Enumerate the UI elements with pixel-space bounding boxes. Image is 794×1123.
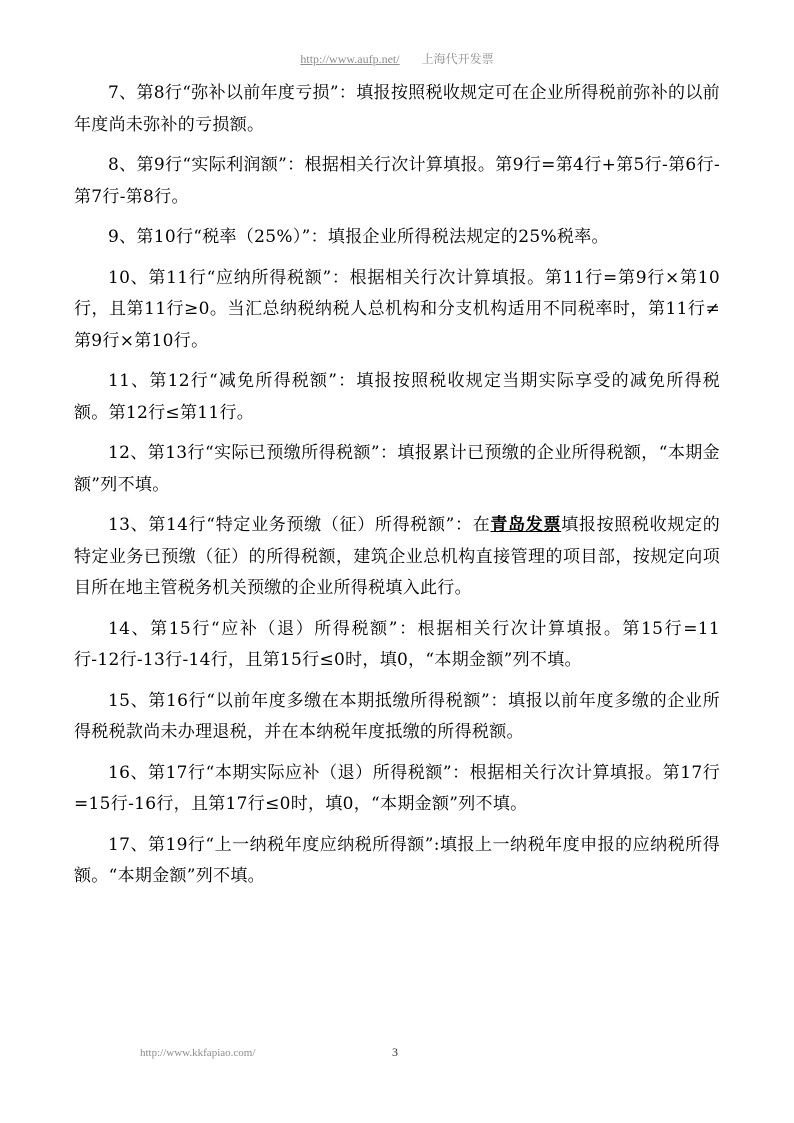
page-header [0,50,794,67]
document-body [74,78,720,902]
page-number: 3 [392,1045,398,1059]
paragraph-item-13 [74,510,720,605]
paragraph-item-17: 17、第19行“上一纳税年度应纳税所得额”:填报上一纳税年度申报的应纳税所得额。“本期金额”列不填。 [74,834,720,886]
paragraph-item-8: 8、第9行“实际利润额”：根据相关行次计算填报。第9行=第4行+第5行-第6行-第7行-第8行。 [74,155,720,207]
qingdao-invoice-link[interactable]: 青岛发票 [490,515,562,535]
paragraph-item-12: 12、第13行“实际已预缴所得税额”：填报累计已预缴的企业所得税额，“本期金额”列不填。 [74,443,720,495]
header-title: 上海代开发票 [421,52,494,66]
paragraph-item-7: 7、第8行“弥补以前年度亏损”：填报按照税收规定可在企业所得税前弥补的以前年度尚未弥补的亏损额。 [74,83,720,135]
paragraph-item-10: 10、第11行“应纳所得税额”：根据相关行次计算填报。第11行=第9行×第10行，且第11行≥0。当汇总纳税纳税人总机构和分支机构适用不同税率时，第11行≠第9行×第10行。 [74,267,720,351]
paragraph-13-post: 填报按照税收规定的特定业务已预缴（征）的所得税额，建筑企业总机构直接管理的项目部，按规定向项目所在地主管税务机关预缴的企业所得税填入此行。 [74,515,721,598]
header-url-link[interactable]: http://www.aufp.net/ [300,52,400,66]
paragraph-item-15: 15、第16行“以前年度多缴在本期抵缴所得税额”：填报以前年度多缴的企业所得税税款尚未办理退税，并在本纳税年度抵缴的所得税额。 [74,690,720,742]
paragraph-item-9: 9、第10行“税率（25%）”：填报企业所得税法规定的25%税率。 [108,227,609,247]
footer-url[interactable]: http://www.kkfapiao.com/ [140,1047,256,1059]
paragraph-item-14: 14、第15行“应补（退）所得税额”：根据相关行次计算填报。第15行=11行-12行-13行-14行，且第15行≤0时，填0，“本期金额”列不填。 [74,618,720,670]
paragraph-13-pre: 13、第14行“特定业务预缴（征）所得税额”：在 [108,515,491,535]
paragraph-item-16: 16、第17行“本期实际应补（退）所得税额”：根据相关行次计算填报。第17行=15行-16行，且第17行≤0时，填0，“本期金额”列不填。 [74,762,720,814]
paragraph-item-11: 11、第12行“减免所得税额”：填报按照税收规定当期实际享受的减免所得税额。第12行≤第11行。 [74,371,720,423]
